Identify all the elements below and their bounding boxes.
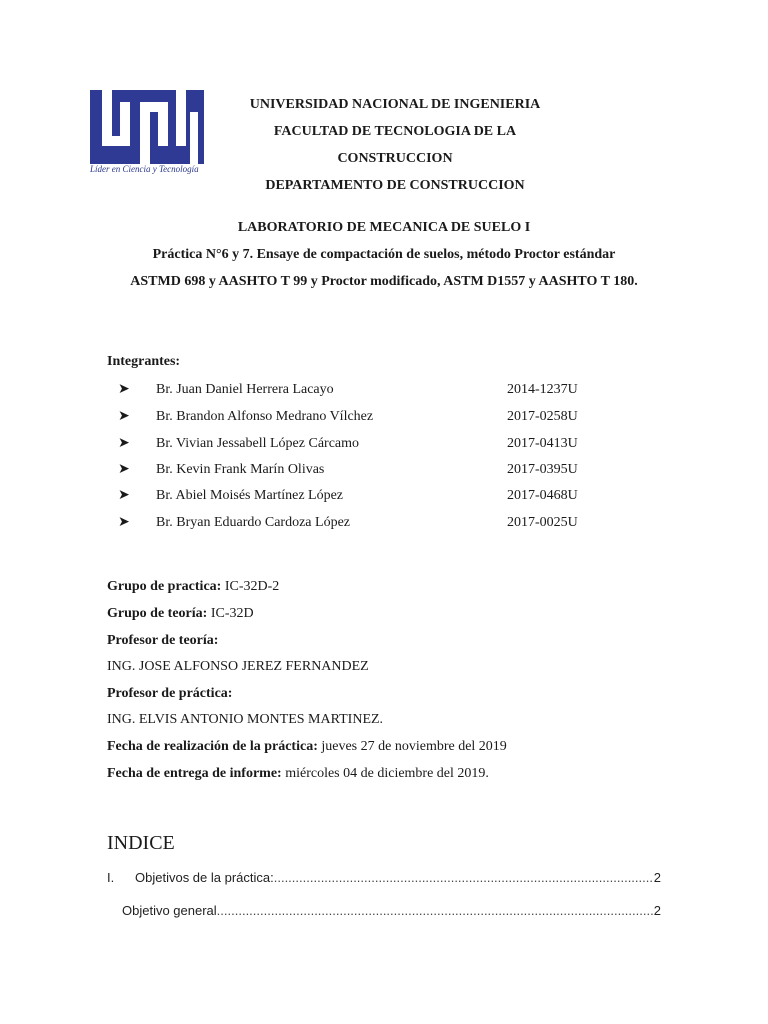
info-date-done — [107, 734, 507, 761]
info-label: Fecha de realización de la práctica: — [107, 739, 318, 754]
toc-entry[interactable] — [107, 870, 661, 885]
info-label: Fecha de entrega de informe: — [107, 766, 282, 781]
info-practice-professor-value: ING. ELVIS ANTONIO MONTES MARTINEZ. — [107, 712, 384, 727]
info-value: jueves 27 de noviembre del 2019 — [321, 739, 507, 754]
arrow-right-icon: ➤ — [118, 488, 130, 503]
member-row — [118, 483, 638, 509]
toc-page: 2 — [653, 903, 661, 918]
info-value: miércoles 04 de diciembre del 2019. — [285, 766, 489, 781]
members-label: Integrantes: — [107, 354, 181, 369]
info-theory-professor-label — [107, 628, 218, 655]
toc-label: Objetivos de la práctica: — [135, 870, 274, 885]
toc-page: 2 — [653, 870, 661, 885]
arrow-right-icon: ➤ — [118, 462, 130, 477]
member-code: 2017-0025U — [507, 515, 578, 530]
practice-norms: ASTMD 698 y AASHTO T 99 y Proctor modificado, ASTM D1557 y AASHTO T 180. — [130, 274, 638, 289]
member-code: 2017-0395U — [507, 462, 578, 477]
toc-leader — [274, 870, 654, 885]
header-faculty: FACULTAD DE TECNOLOGIA DE LA — [273, 124, 517, 139]
logo-caption: Líder en Ciencia y Tecnología — [90, 164, 199, 174]
toc-label: Objetivo general — [122, 903, 217, 918]
member-name: Br. Abiel Moisés Martínez López — [156, 488, 344, 503]
member-name: Br. Bryan Eduardo Cardoza López — [156, 515, 350, 530]
member-row — [118, 431, 638, 457]
header-university: UNIVERSIDAD NACIONAL DE INGENIERIA — [249, 97, 541, 112]
member-code: 2017-0413U — [507, 436, 578, 451]
practice-title: Práctica N°6 y 7. Ensaye de compactación de suelos, método Proctor estándar — [152, 247, 616, 262]
toc-leader — [217, 903, 654, 918]
info-theory-professor-value: ING. JOSE ALFONSO JEREZ FERNANDEZ — [107, 659, 369, 674]
info-value: IC-32D — [210, 606, 254, 621]
info-practice-professor-label — [107, 681, 232, 708]
member-code: 2017-0258U — [507, 409, 578, 424]
arrow-right-icon: ➤ — [118, 409, 130, 424]
header-department: DEPARTAMENTO DE CONSTRUCCION — [265, 178, 525, 193]
info-label: Grupo de practica: — [107, 579, 222, 594]
arrow-right-icon: ➤ — [118, 436, 130, 451]
info-date-delivery — [107, 761, 489, 788]
arrow-right-icon: ➤ — [118, 382, 130, 397]
toc-number: I. — [107, 870, 115, 885]
member-code: 2017-0468U — [507, 488, 578, 503]
member-name: Br. Juan Daniel Herrera Lacayo — [156, 382, 334, 397]
member-name: Br. Brandon Alfonso Medrano Vílchez — [156, 409, 374, 424]
info-label: Grupo de teoría: — [107, 606, 208, 621]
info-value: IC-32D-2 — [224, 579, 280, 594]
info-theory-group — [107, 601, 254, 628]
toc-entry[interactable] — [122, 903, 661, 918]
info-label: Profesor de práctica: — [107, 686, 233, 701]
member-name: Br. Vivian Jessabell López Cárcamo — [156, 436, 360, 451]
info-label: Profesor de teoría: — [107, 633, 219, 648]
member-name: Br. Kevin Frank Marín Olivas — [156, 462, 325, 477]
member-row — [118, 404, 638, 430]
arrow-right-icon: ➤ — [118, 515, 130, 530]
index-title: INDICE — [107, 832, 175, 854]
member-code: 2014-1237U — [507, 382, 578, 397]
member-row — [118, 377, 638, 403]
header-construction: CONSTRUCCION — [337, 151, 453, 166]
info-practice-group — [107, 574, 279, 601]
member-row — [118, 510, 638, 536]
lab-title: LABORATORIO DE MECANICA DE SUELO I — [237, 220, 531, 235]
member-row — [118, 457, 638, 483]
